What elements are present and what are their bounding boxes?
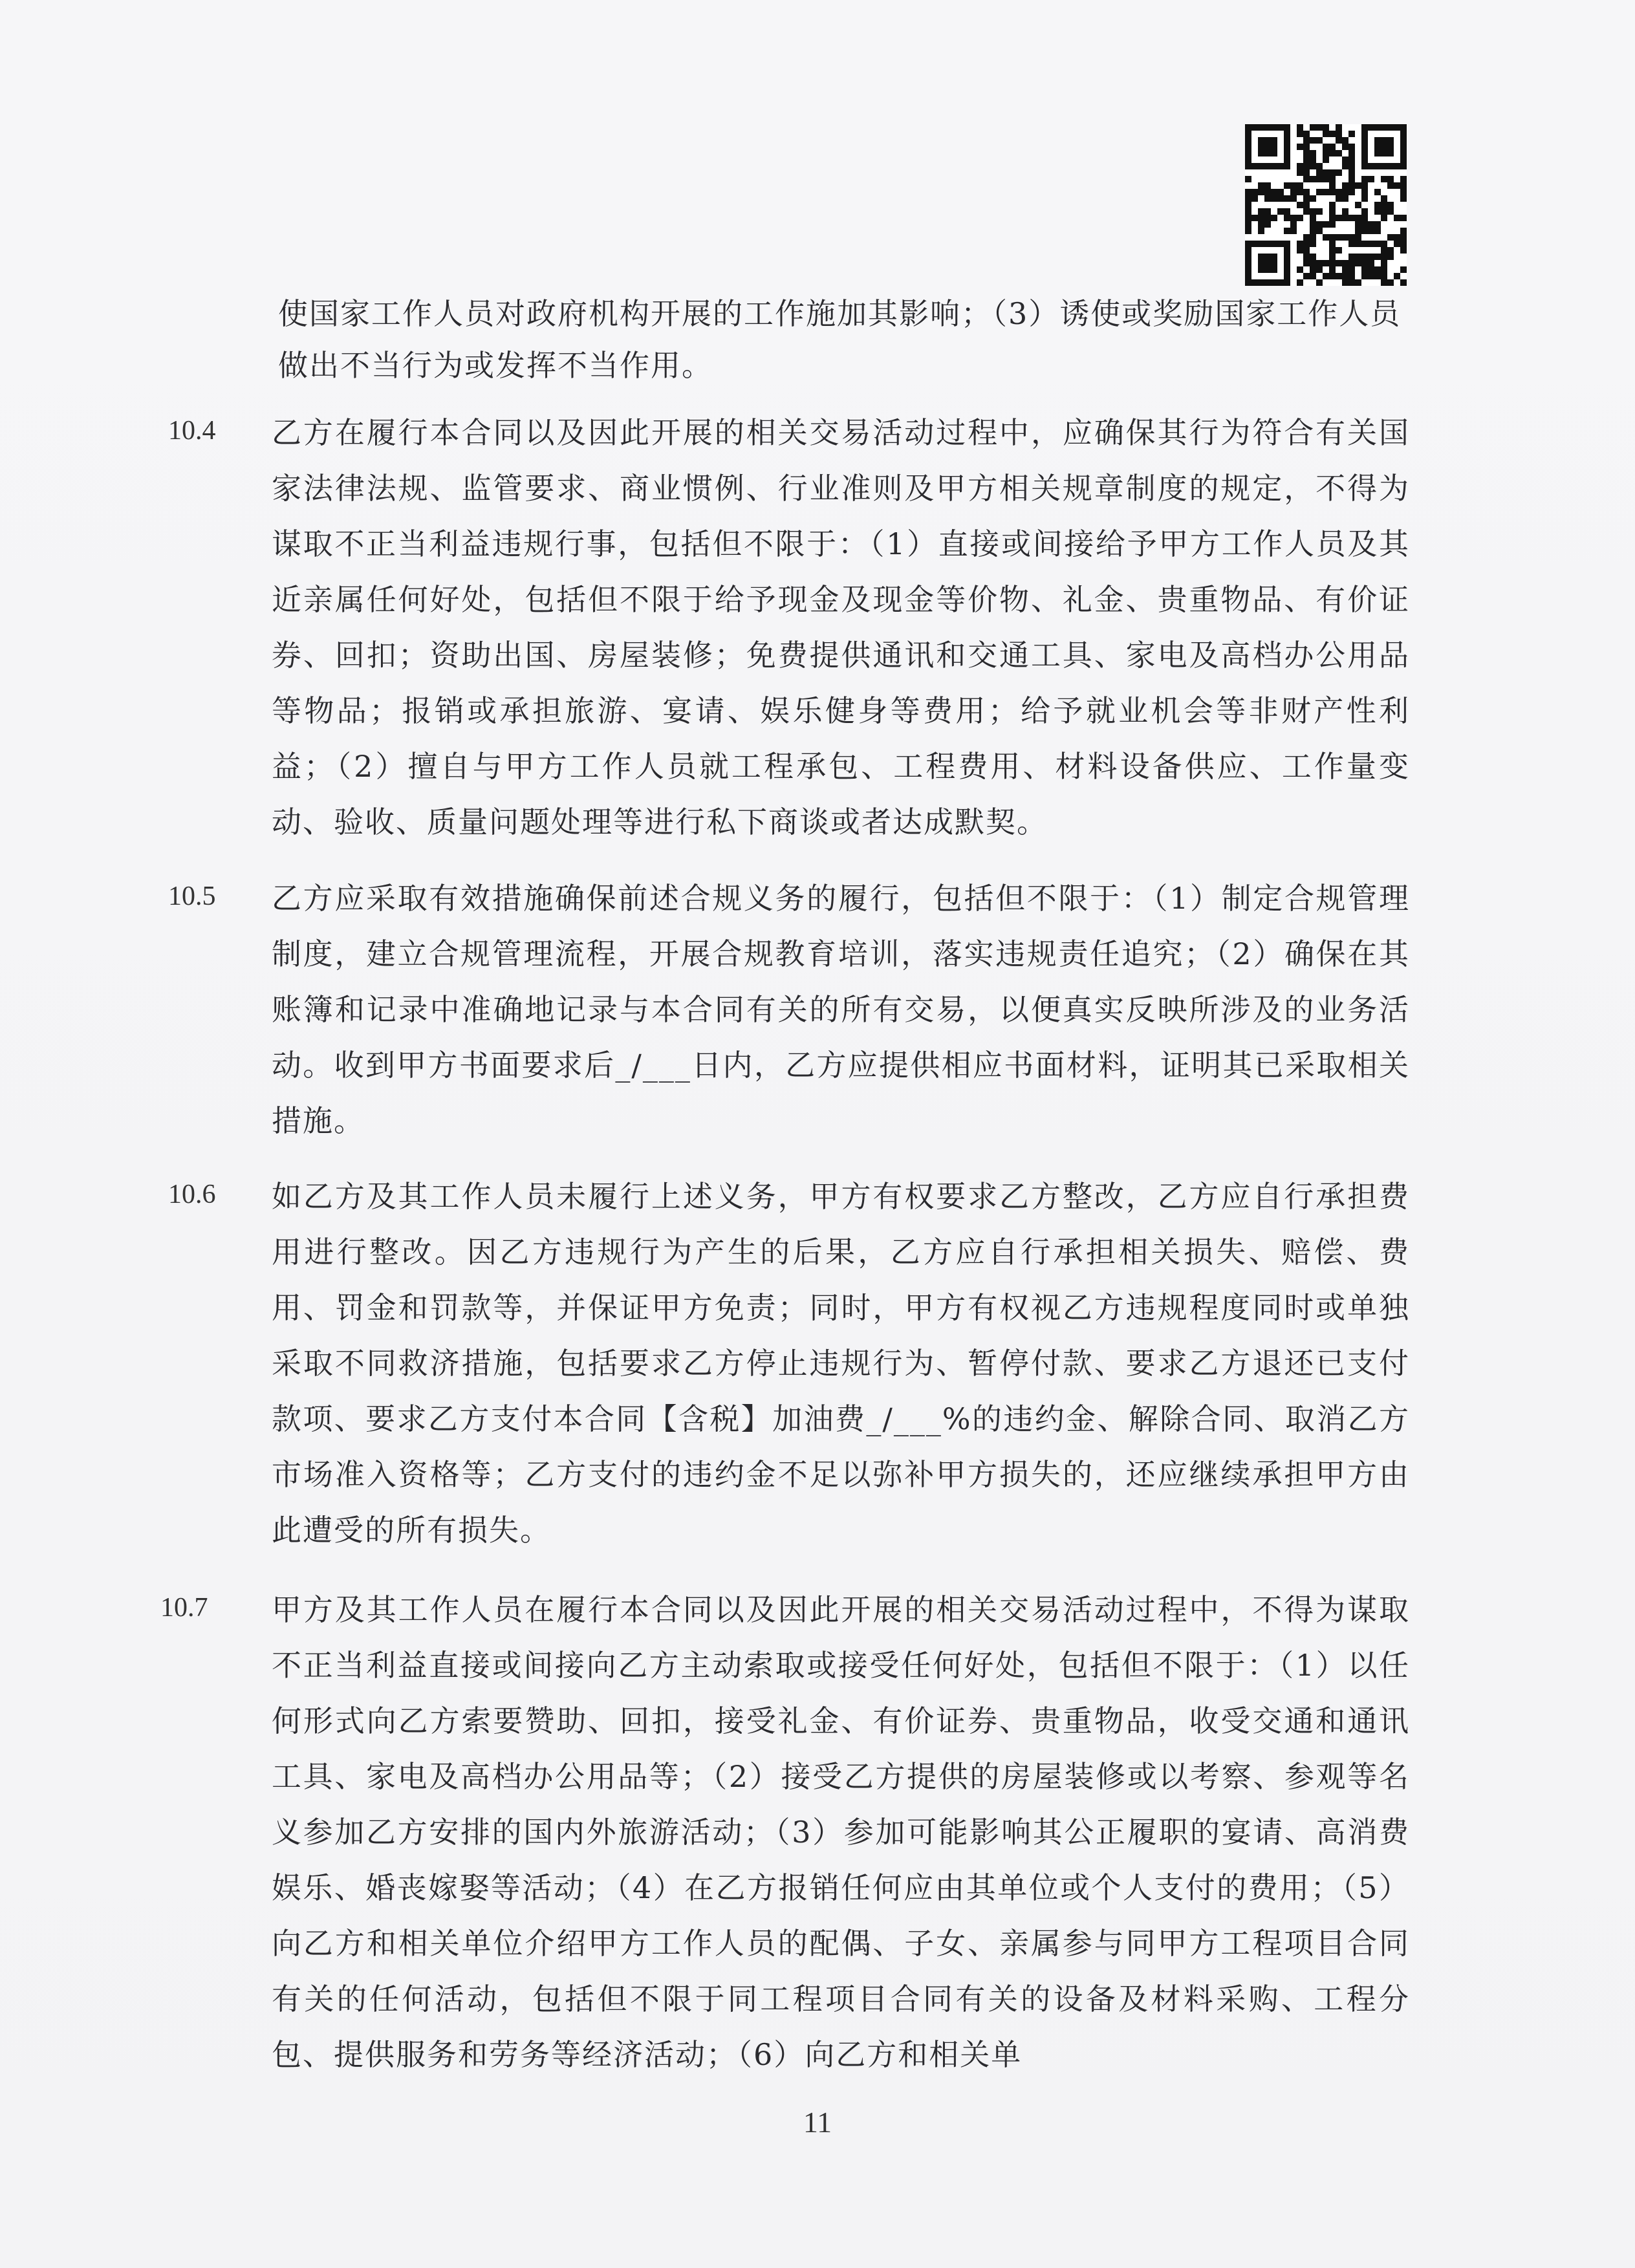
clause-text: 乙方应采取有效措施确保前述合规义务的履行，包括但不限于：（1）制定合规管理制度，建立合规管理流程，开展合规教育培训，落实违规责任追究；（2）确保在其账簿和记录中准确地记录与本合同有关的所有交易，以便真实反映所涉及的业务活动。收到甲方书面要求后_/___日内，乙方应提供相应书面材料，证明其已采取相关措施。 bbox=[272, 881, 1410, 1138]
clause-10-7 bbox=[160, 1582, 1410, 2082]
qr-code-icon[interactable] bbox=[1245, 124, 1407, 286]
clause-text: 乙方在履行本合同以及因此开展的相关交易活动过程中，应确保其行为符合有关国家法律法规、监管要求、商业惯例、行业准则及甲方相关规章制度的规定，不得为谋取不正当利益违规行事，包括但不限于：（1）直接或间接给予甲方工作人员及其近亲属任何好处，包括但不限于给予现金及现金等价物、礼金、贵重物品、有价证券、回扣；资助出国、房屋装修；免费提供通讯和交通工具、家电及高档办公用品等物品；报销或承担旅游、宴请、娱乐健身等费用；给予就业机会等非财产性利益；（2）擅自与甲方工作人员就工程承包、工程费用、材料设备供应、工作量变动、验收、质量问题处理等进行私下商谈或者达成默契。 bbox=[272, 415, 1410, 839]
clause-number: 10.5 bbox=[168, 881, 216, 911]
clause-number: 10.7 bbox=[160, 1593, 208, 1623]
clause-10-4 bbox=[168, 405, 1410, 850]
clause-10-5 bbox=[168, 870, 1410, 1149]
clause-text: 甲方及其工作人员在履行本合同以及因此开展的相关交易活动过程中，不得为谋取不正当利益直接或间接向乙方主动索取或接受任何好处，包括但不限于：（1）以任何形式向乙方索要赞助、回扣，接受礼金、有价证券、贵重物品，收受交通和通讯工具、家电及高档办公用品等；（2）接受乙方提供的房屋装修或以考察、参观等名义参加乙方安排的国内外旅游活动；（3）参加可能影响其公正履职的宴请、高消费娱乐、婚丧嫁娶等活动；（4）在乙方报销任何应由其单位或个人支付的费用；（5）向乙方和相关单位介绍甲方工作人员的配偶、子女、亲属参与同甲方工程项目合同有关的任何活动，包括但不限于同工程项目合同有关的设备及材料采购、工程分包、提供服务和劳务等经济活动；（6）向乙方和相关单 bbox=[272, 1592, 1410, 2072]
clause-number: 10.6 bbox=[168, 1180, 216, 1209]
page-number: 11 bbox=[803, 2106, 832, 2139]
clause-10-6 bbox=[168, 1169, 1410, 1558]
continuation-paragraph: 使国家工作人员对政府机构开展的工作施加其影响；（3）诱使或奖励国家工作人员做出不当行为或发挥不当作用。 bbox=[278, 296, 1402, 383]
clause-number: 10.4 bbox=[168, 416, 216, 446]
clause-text: 如乙方及其工作人员未履行上述义务，甲方有权要求乙方整改，乙方应自行承担费用进行整改。因乙方违规行为产生的后果，乙方应自行承担相关损失、赔偿、费用、罚金和罚款等，并保证甲方免责；同时，甲方有权视乙方违规程度同时或单独采取不同救济措施，包括要求乙方停止违规行为、暂停付款、要求乙方退还已支付款项、要求乙方支付本合同【含税】加油费_/___%的违约金、解除合同、取消乙方市场准入资格等；乙方支付的违约金不足以弥补甲方损失的，还应继续承担甲方由此遭受的所有损失。 bbox=[272, 1179, 1410, 1548]
